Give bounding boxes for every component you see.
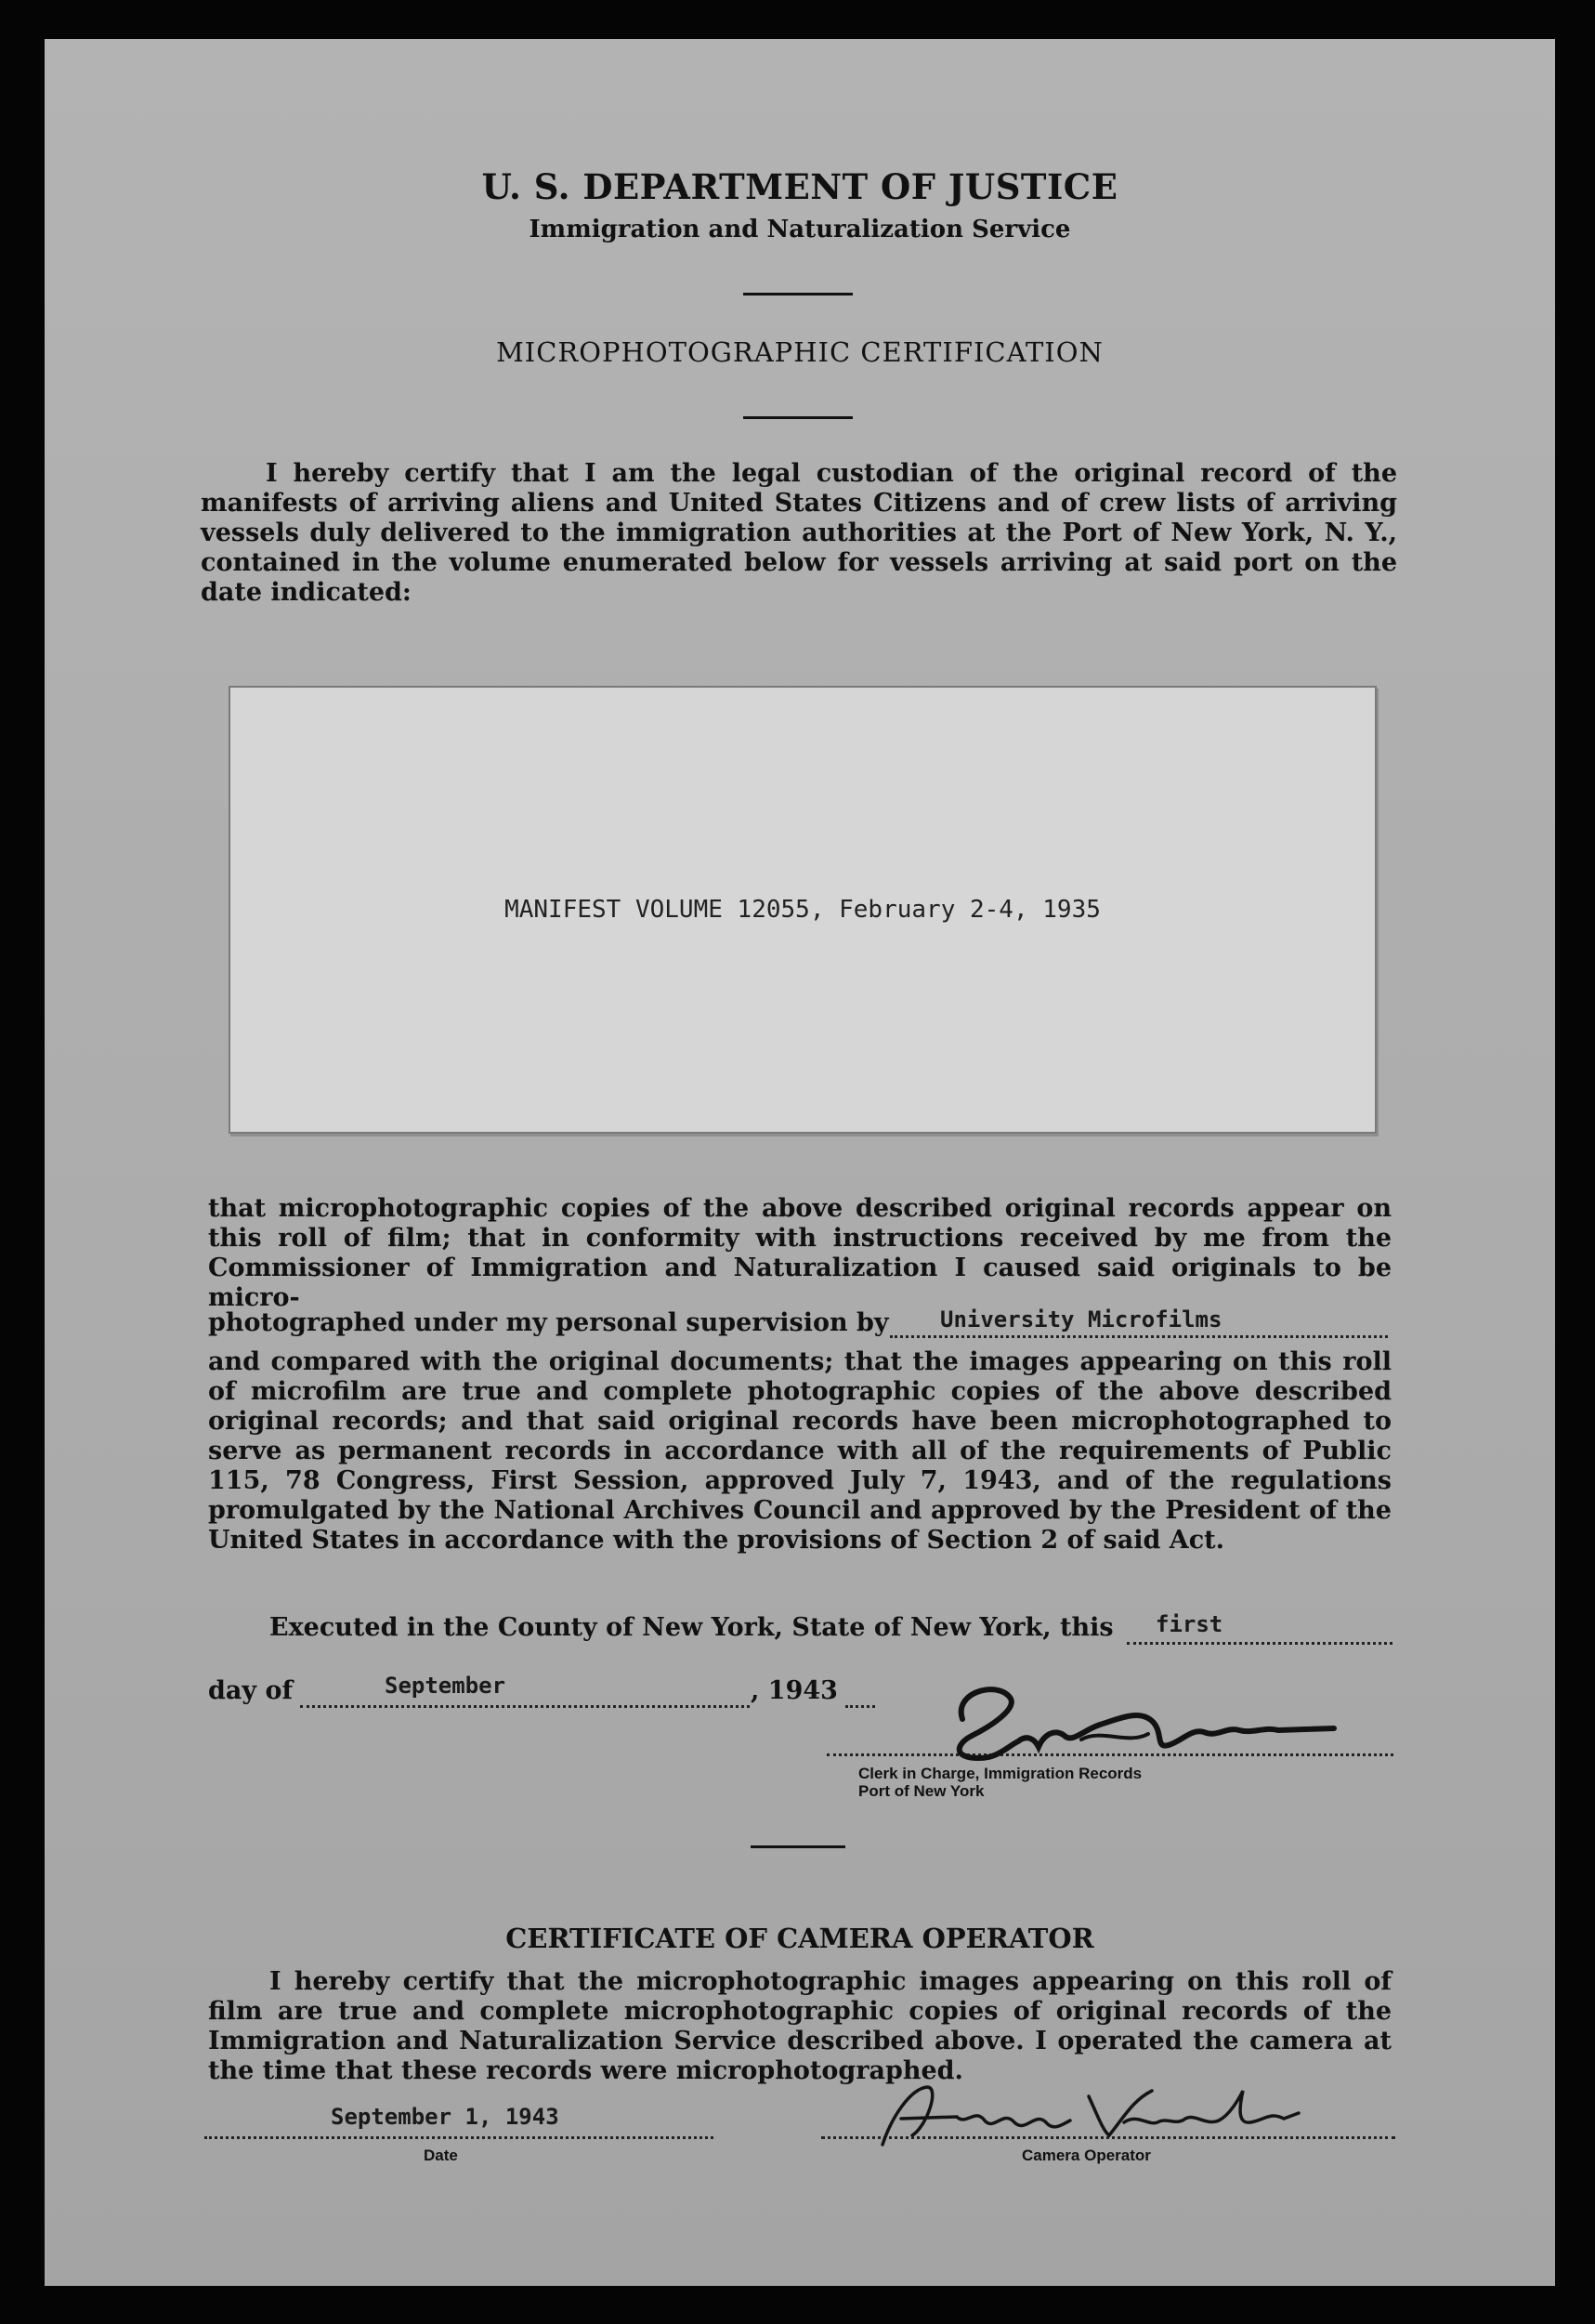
camera-operator-label: Camera Operator — [1022, 2147, 1151, 2164]
fill-in-line — [890, 1335, 1388, 1338]
volume-label-card — [229, 686, 1377, 1134]
photographed-by-value: University Microfilms — [940, 1306, 1222, 1333]
fill-in-line — [845, 1705, 875, 1708]
certificate-sheet — [45, 39, 1555, 2286]
manifest-volume-text: MANIFEST VOLUME 12055, February 2-4, 1935 — [504, 896, 1101, 924]
certification-title: MICROPHOTOGRAPHIC CERTIFICATION — [496, 336, 1104, 368]
camera-certificate-body: I hereby certify that the microphotographic images appearing on this roll of film are true and complete microphotographic copies of original records of the Immigration and Naturalization Service described above. I operated the camera at the time that these records were microphotographed. — [208, 1967, 1392, 2085]
divider — [743, 416, 853, 419]
fill-in-line — [300, 1705, 750, 1708]
executed-day-value: first — [1156, 1611, 1223, 1637]
month-value: September — [385, 1673, 506, 1699]
clerk-title-line2: Port of New York — [858, 1782, 985, 1800]
clerk-title-line1: Clerk in Charge, Immigration Records — [858, 1765, 1143, 1782]
camera-certificate-title: CERTIFICATE OF CAMERA OPERATOR — [505, 1923, 1094, 1954]
certification-body-part1: that microphotographic copies of the above described original records appear on this roll of film; that in conformity with instructions received by me from the Commissioner of Immigration and Naturalization I caused said originals to be micro- — [208, 1194, 1392, 1312]
intro-paragraph: I hereby certify that I am the legal custodian of the original record of the manifests of arriving aliens and United States Citizens and of crew lists of arriving vessels duly delivered to the immigration authorities at the Port of New York, N. Y., contained in the volume enumerated below for vessels arriving at said port on the date indicated: — [201, 459, 1397, 607]
certification-body-part2: and compared with the original documents; that the images appearing on this roll of microfilm are true and complete photographic copies of the above described original records; and that said original records have been microphotographed to serve as permanent records in accordance with all of the requirements of Public 115, 78 Congress, First Session, approved July 7, 1943, and of the regulations promulgated by the National Archives Council and approved by the President of the United States in accordance with the provisions of Section 2 of said Act. — [208, 1347, 1392, 1555]
camera-operator-signature — [855, 2080, 1319, 2154]
service-subtitle: Immigration and Naturalization Service — [529, 216, 1071, 243]
date-label: Date — [424, 2147, 458, 2164]
executed-prefix: Executed in the County of New York, State of New York, this — [269, 1613, 1114, 1642]
camera-date-value: September 1, 1943 — [331, 2104, 559, 2130]
day-of-prefix: day of — [208, 1676, 294, 1705]
clerk-signature — [925, 1673, 1371, 1775]
fill-in-line — [1127, 1642, 1392, 1645]
date-line — [204, 2136, 713, 2139]
year-text: , 1943 — [751, 1676, 838, 1705]
department-title: U. S. DEPARTMENT OF JUSTICE — [481, 166, 1118, 207]
divider — [751, 1845, 845, 1848]
divider — [743, 293, 853, 295]
photographed-by-prefix: photographed under my personal supervision by — [208, 1308, 889, 1337]
